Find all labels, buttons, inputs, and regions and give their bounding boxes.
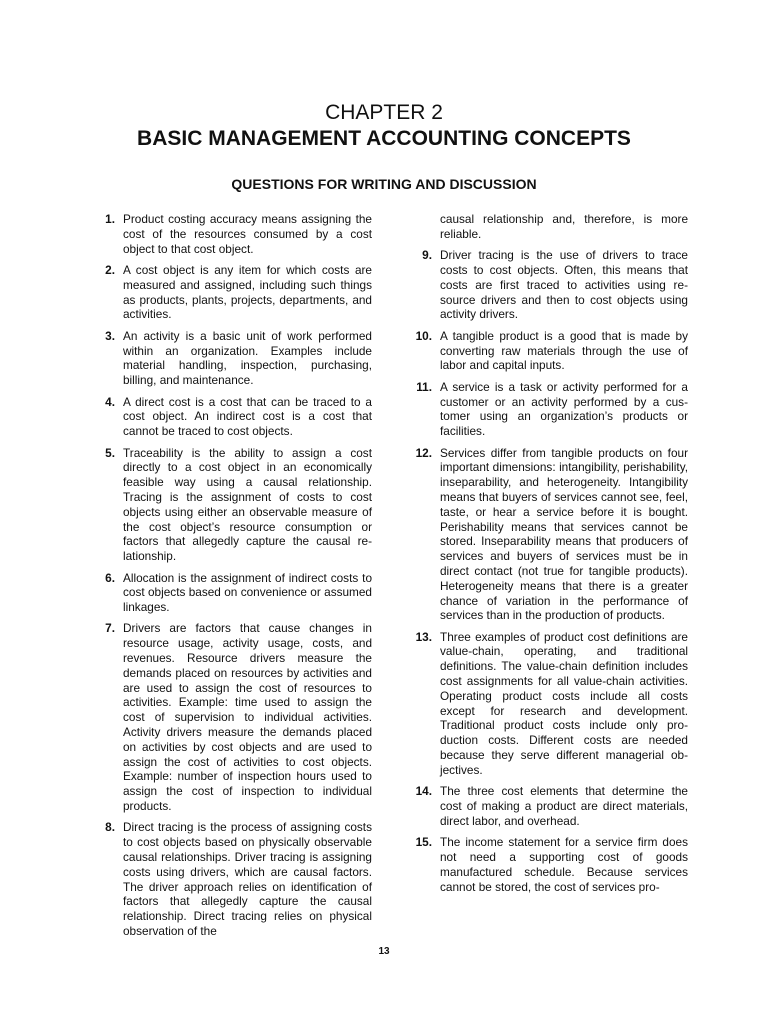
question-text: Driver tracing is the use of drivers to trace costs to cost objects. Often, this means that costs are first traced to activities using resource drivers and then to cost objects using activity drivers. bbox=[440, 248, 688, 322]
question-item bbox=[404, 380, 688, 439]
question-item bbox=[404, 784, 688, 828]
chapter-number: CHAPTER 2 bbox=[325, 101, 443, 124]
question-item bbox=[404, 248, 688, 322]
question-text: Product costing accuracy means assigning the cost of the resources consumed by a cost object to that cost object. bbox=[123, 212, 372, 256]
question-number: 15. bbox=[415, 835, 432, 850]
question-text: The three cost elements that determine the cost of making a product are direct materials, direct labor, and overhead. bbox=[440, 784, 688, 828]
question-item bbox=[96, 263, 372, 322]
question-text: Services differ from tangible products on four important dimensions: intangibility, perishability, inseparability, and heterogeneity. Intangibility means that buyers of services cannot see, feel, taste, or hear a service before it is bought. Perishability means that services cannot be stored. Inseparability means that producers of services and buyers of services must be in direct contact (not true for tangible products). Heterogeneity means that there is a greater chance of variation in the performance of services than in the production of products. bbox=[440, 445, 688, 623]
question-text: Allocation is the assignment of indirect costs to cost objects based on convenience or assumed linkages. bbox=[123, 570, 372, 615]
question-text: A tangible product is a good that is made by converting raw materials through the use of labor and capital inputs. bbox=[440, 328, 688, 373]
question-number: 6. bbox=[105, 570, 115, 585]
question-number: 3. bbox=[105, 328, 115, 343]
chapter-heading bbox=[0, 100, 768, 152]
page-number: 13 bbox=[378, 946, 390, 957]
question-number: 2. bbox=[105, 262, 115, 277]
question-number: 8. bbox=[105, 820, 115, 835]
question-text: A service is a task or activity performed for a customer or an activity performed by a customer using an organization’s products or facilities. bbox=[440, 379, 688, 439]
question-number: 4. bbox=[105, 394, 115, 409]
question-number: 7. bbox=[105, 621, 115, 636]
question-number: 11. bbox=[416, 379, 432, 394]
question-item bbox=[96, 212, 372, 256]
question-item bbox=[96, 329, 372, 388]
section-heading: QUESTIONS FOR WRITING AND DISCUSSION bbox=[231, 176, 537, 192]
question-item bbox=[96, 446, 372, 564]
question-text: Three examples of product cost definitions are value-chain, operating, and traditional definitions. The value-chain definition includes cost assignments for all value-chain activities. Operating product costs include all costs except for research and development. Traditional product costs include only production costs. Different costs are needed because they serve different managerial objectives. bbox=[440, 629, 688, 777]
question-text: An activity is a basic unit of work performed within an organization. Examples include material handling, inspection, purchasing, billing, and maintenance. bbox=[123, 328, 372, 388]
continued-text: causal relationship and, therefore, is more reliable. bbox=[440, 212, 688, 241]
question-text: A direct cost is a cost that can be traced to a cost object. An indirect cost is a cost that cannot be traced to cost objects. bbox=[123, 394, 372, 439]
question-number: 1. bbox=[105, 212, 115, 226]
question-item bbox=[96, 395, 372, 439]
question-number: 14. bbox=[415, 784, 432, 799]
question-text: A cost object is any item for which costs are measured and assigned, including such things as products, plants, projects, departments, and activities. bbox=[123, 262, 372, 322]
question-number: 9. bbox=[422, 248, 432, 263]
question-text: Direct tracing is the process of assigning costs to cost objects based on physically observable causal relationships. Driver tracing is assigning costs using drivers, which are causal factors. The driver approach relies on identification of factors that allegedly capture the causal relationship. Direct tracing relies on physical observation of the bbox=[123, 820, 372, 939]
question-item bbox=[404, 835, 688, 894]
question-text: The income statement for a service firm does not need a supporting cost of goods manufactured schedule. Because services cannot be stored, the cost of services pro- bbox=[440, 835, 688, 894]
question-text: Drivers are factors that cause changes in resource usage, activity usage, costs, and revenues. Resource drivers measure the demands placed on resources by activities and are used to assign the cost of resources to activities. Example: time used to assign the cost of supervision to individual activities. Activity drivers measure the demands placed on activities by cost objects and are used to assign the cost of activities to cost objects. Example: number of inspection hours used to assign the cost of inspection to individual products. bbox=[123, 621, 372, 814]
question-item bbox=[404, 446, 688, 624]
question-number: 5. bbox=[105, 445, 115, 460]
question-item bbox=[404, 329, 688, 373]
question-item bbox=[96, 621, 372, 813]
question-item bbox=[96, 820, 372, 938]
question-item bbox=[404, 630, 688, 778]
question-text: Traceability is the ability to assign a cost directly to a cost object in an economically feasible way using a causal relationship. Tracing is the assignment of costs to cost objects using either an observable measure of the cost object’s resource consumption or factors that allegedly capture the causal relationship. bbox=[123, 445, 372, 564]
chapter-title: BASIC MANAGEMENT ACCOUNTING CONCEPTS bbox=[137, 127, 631, 150]
right-column bbox=[404, 212, 688, 901]
question-number: 10. bbox=[415, 328, 432, 343]
question-number: 12. bbox=[415, 445, 432, 460]
question-item bbox=[96, 571, 372, 615]
left-column bbox=[96, 212, 372, 945]
question-number: 13. bbox=[415, 629, 432, 644]
